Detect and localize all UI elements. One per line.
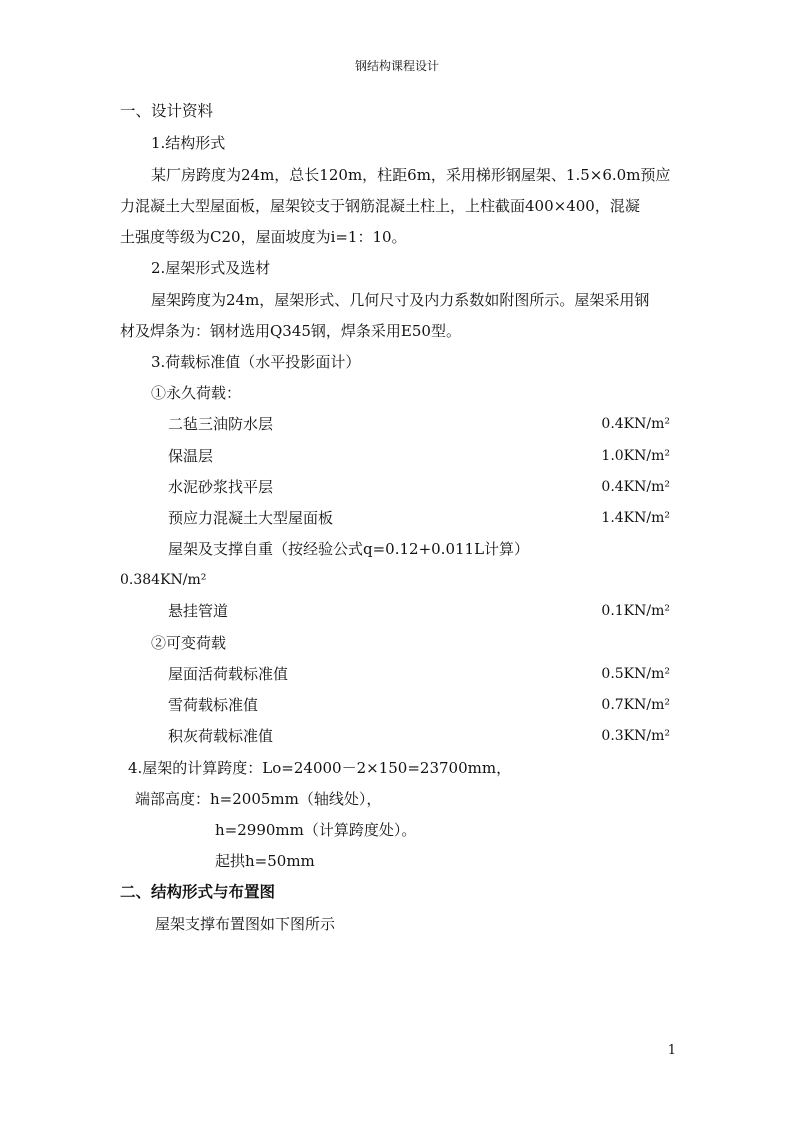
load-item-value: 0.7KN/m² bbox=[601, 697, 670, 713]
section-2-heading: 二、结构形式与布置图 bbox=[120, 882, 276, 901]
subsection-3-title: 3.荷载标准值（水平投影面计） bbox=[151, 353, 361, 371]
paragraph-line: 屋架跨度为24m，屋架形式、几何尺寸及内力系数如附图所示。屋架采用钢 bbox=[151, 291, 650, 309]
load-item-value: 0.4KN/m² bbox=[601, 416, 670, 432]
page-header: 钢结构课程设计 bbox=[354, 59, 439, 73]
load-item-name: 保温层 bbox=[168, 447, 214, 465]
load-item-value: 1.4KN/m² bbox=[601, 510, 670, 526]
permanent-load-title: ①永久荷载： bbox=[151, 384, 242, 402]
load-item-value: 0.1KN/m² bbox=[601, 603, 670, 619]
section-1-heading: 一、设计资料 bbox=[120, 102, 214, 120]
paragraph-line: 土强度等级为C20，屋面坡度为i=1：10。 bbox=[120, 228, 407, 246]
paragraph-line: 力混凝土大型屋面板，屋架铰支于钢筋混凝土柱上，上柱截面400×400，混凝 bbox=[120, 197, 640, 215]
load-item-value: 1.0KN/m² bbox=[601, 448, 670, 464]
load-item-name: 雪荷载标准值 bbox=[168, 696, 259, 714]
page-number: 1 bbox=[667, 1043, 676, 1058]
load-item-value: 0.3KN/m² bbox=[601, 728, 670, 744]
load-item-name: 水泥砂浆找平层 bbox=[168, 478, 274, 496]
load-item-name: 二毡三油防水层 bbox=[168, 415, 274, 433]
span-line: 4.屋架的计算跨度：Lo=24000－2×150=23700mm， bbox=[128, 759, 512, 777]
end-height-line: 端部高度：h=2005mm（轴线处）， bbox=[135, 790, 382, 808]
load-item-name: 屋面活荷载标准值 bbox=[168, 665, 289, 683]
load-item-name: 预应力混凝土大型屋面板 bbox=[168, 509, 334, 527]
selfweight-value: 0.384KN/m² bbox=[120, 572, 207, 588]
section-2-text: 屋架支撑布置图如下图所示 bbox=[155, 915, 336, 933]
paragraph-line: 材及焊条为：钢材选用Q345钢，焊条采用E50型。 bbox=[120, 322, 461, 340]
paragraph-line: 某厂房跨度为24m，总长120m，柱距6m，采用梯形钢屋架、1.5×6.0m预应 bbox=[151, 166, 671, 184]
load-item-name: 悬挂管道 bbox=[168, 602, 229, 620]
load-item-value: 0.5KN/m² bbox=[601, 666, 670, 682]
load-item-value: 0.4KN/m² bbox=[601, 479, 670, 495]
load-item-name: 积灰荷载标准值 bbox=[168, 727, 274, 745]
subsection-2-title: 2.屋架形式及选材 bbox=[151, 259, 271, 277]
variable-load-title: ②可变荷载 bbox=[151, 634, 227, 652]
subsection-1-title: 1.结构形式 bbox=[151, 134, 226, 152]
camber-line: 起拱h=50mm bbox=[215, 852, 315, 870]
mid-height-line: h=2990mm（计算跨度处）。 bbox=[215, 821, 417, 839]
selfweight-line: 屋架及支撑自重（按经验公式q=0.12+0.011L计算） bbox=[168, 540, 530, 558]
